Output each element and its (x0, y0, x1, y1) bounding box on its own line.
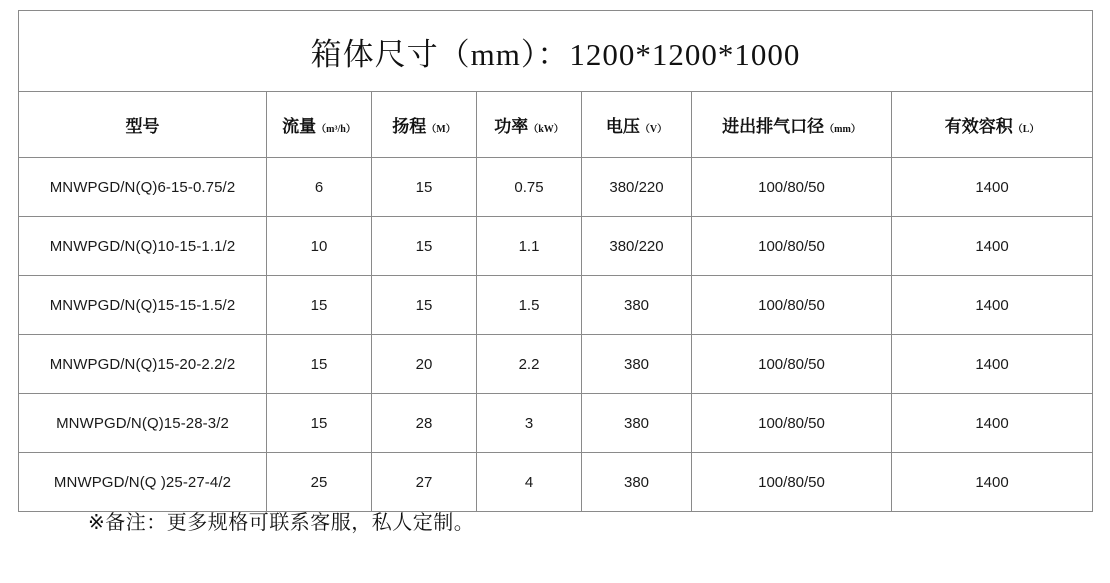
table-row (19, 335, 1093, 394)
header-unit: （V） (639, 124, 668, 135)
cell-power: 0.75 (477, 158, 582, 217)
header-label: 型号 (125, 117, 160, 136)
cell-model: MNWPGD/N(Q)15-28-3/2 (19, 394, 267, 453)
cell-port-diameter: 100/80/50 (692, 335, 892, 394)
cell-power: 1.1 (477, 217, 582, 276)
table-header-row (19, 92, 1093, 158)
cell-voltage: 380 (582, 394, 692, 453)
column-header-head (372, 92, 477, 158)
footnote: ※备注：更多规格可联系客服，私人定制。 (88, 512, 475, 534)
cell-model: MNWPGD/N(Q)6-15-0.75/2 (19, 158, 267, 217)
cell-flow: 15 (267, 335, 372, 394)
cell-model: MNWPGD/N(Q)15-20-2.2/2 (19, 335, 267, 394)
column-header-power (477, 92, 582, 158)
table-title: 箱体尺寸（mm）：1200*1200*1000 (19, 11, 1093, 92)
cell-head: 15 (372, 276, 477, 335)
cell-volume: 1400 (892, 217, 1093, 276)
cell-voltage: 380 (582, 276, 692, 335)
cell-volume: 1400 (892, 453, 1093, 512)
cell-volume: 1400 (892, 276, 1093, 335)
table-row (19, 217, 1093, 276)
cell-head: 15 (372, 158, 477, 217)
cell-model: MNWPGD/N(Q )25-27-4/2 (19, 453, 267, 512)
column-header-flow (267, 92, 372, 158)
cell-flow: 10 (267, 217, 372, 276)
column-header-model (19, 92, 267, 158)
cell-port-diameter: 100/80/50 (692, 276, 892, 335)
cell-flow: 6 (267, 158, 372, 217)
header-unit: （L） (1012, 124, 1040, 135)
header-label: 扬程 (392, 117, 427, 136)
column-header-port-diameter (692, 92, 892, 158)
table-row (19, 276, 1093, 335)
cell-voltage: 380 (582, 453, 692, 512)
cell-head: 28 (372, 394, 477, 453)
header-unit: （mm） (824, 124, 861, 135)
header-unit: （M） (426, 124, 456, 135)
cell-power: 4 (477, 453, 582, 512)
cell-voltage: 380 (582, 335, 692, 394)
header-label: 进出排气口径 (722, 117, 825, 136)
cell-power: 1.5 (477, 276, 582, 335)
cell-model: MNWPGD/N(Q)10-15-1.1/2 (19, 217, 267, 276)
cell-head: 15 (372, 217, 477, 276)
column-header-volume (892, 92, 1093, 158)
table-row (19, 453, 1093, 512)
cell-volume: 1400 (892, 394, 1093, 453)
header-label: 功率 (494, 117, 529, 136)
cell-voltage: 380/220 (582, 217, 692, 276)
table-row (19, 394, 1093, 453)
column-header-voltage (582, 92, 692, 158)
cell-volume: 1400 (892, 158, 1093, 217)
specification-table (18, 10, 1093, 512)
cell-volume: 1400 (892, 335, 1093, 394)
cell-port-diameter: 100/80/50 (692, 217, 892, 276)
header-unit: （m³/h） (316, 124, 356, 135)
table-title-row (19, 11, 1093, 92)
cell-port-diameter: 100/80/50 (692, 158, 892, 217)
cell-power: 3 (477, 394, 582, 453)
cell-voltage: 380/220 (582, 158, 692, 217)
header-label: 流量 (282, 117, 317, 136)
cell-flow: 15 (267, 394, 372, 453)
cell-head: 20 (372, 335, 477, 394)
cell-power: 2.2 (477, 335, 582, 394)
cell-port-diameter: 100/80/50 (692, 394, 892, 453)
header-unit: （kW） (528, 124, 564, 135)
header-label: 有效容积 (944, 117, 1013, 136)
cell-head: 27 (372, 453, 477, 512)
header-label: 电压 (605, 117, 640, 136)
cell-flow: 25 (267, 453, 372, 512)
cell-port-diameter: 100/80/50 (692, 453, 892, 512)
cell-flow: 15 (267, 276, 372, 335)
cell-model: MNWPGD/N(Q)15-15-1.5/2 (19, 276, 267, 335)
table-row (19, 158, 1093, 217)
